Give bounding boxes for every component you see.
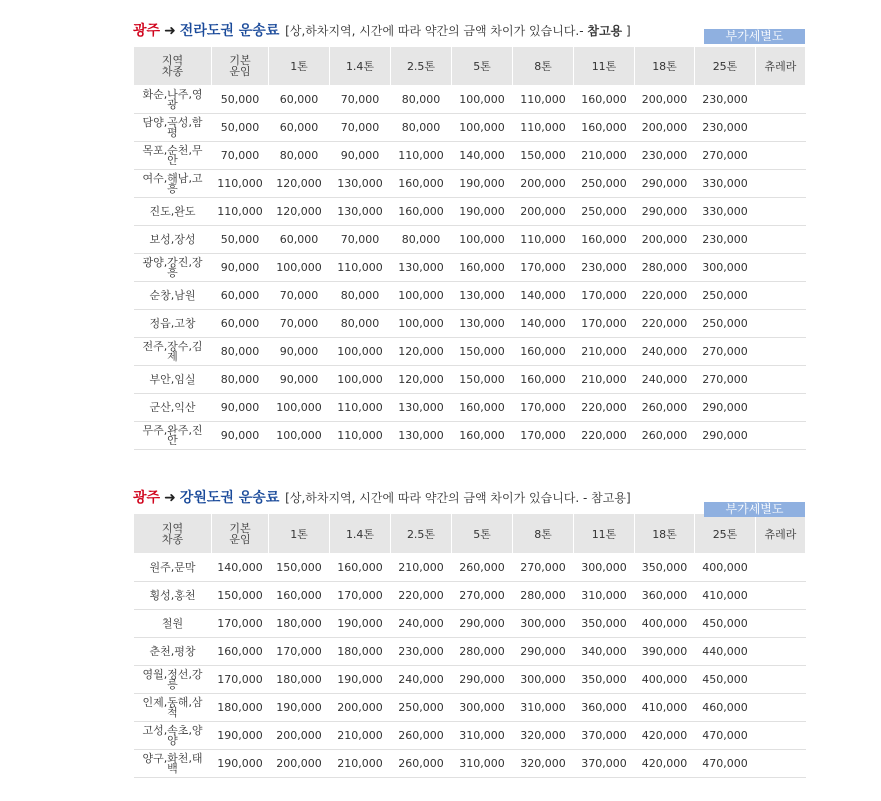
price-cell: 160,000 [513, 338, 574, 366]
price-cell: 150,000 [513, 142, 574, 170]
price-cell: 180,000 [269, 666, 330, 694]
price-cell: 140,000 [452, 142, 513, 170]
column-header: 11톤 [574, 47, 635, 86]
price-cell: 90,000 [330, 142, 391, 170]
price-cell: 120,000 [391, 366, 452, 394]
table-row [134, 366, 806, 394]
price-cell: 210,000 [330, 750, 391, 778]
price-cell: 240,000 [635, 338, 695, 366]
price-cell: 160,000 [513, 366, 574, 394]
price-cell [756, 338, 806, 366]
price-cell: 210,000 [574, 142, 635, 170]
price-cell: 80,000 [391, 114, 452, 142]
price-note: [상,하차지역, 시간에 따라 약간의 금액 차이가 있습니다. - 참고용] [285, 491, 631, 505]
table-row [134, 694, 806, 722]
table-row [134, 114, 806, 142]
price-cell: 70,000 [269, 282, 330, 310]
price-cell: 100,000 [452, 114, 513, 142]
price-cell: 230,000 [391, 638, 452, 666]
price-cell: 200,000 [330, 694, 391, 722]
rate-table [133, 513, 806, 778]
price-cell: 170,000 [513, 394, 574, 422]
price-cell: 100,000 [269, 422, 330, 450]
column-header: 1.4톤 [330, 514, 391, 554]
region-cell: 전주,장수,김 제 [134, 338, 212, 366]
price-cell: 240,000 [391, 610, 452, 638]
price-cell: 410,000 [635, 694, 695, 722]
destination-label: 전라도권 운송료 [179, 23, 280, 39]
price-cell: 290,000 [695, 394, 756, 422]
price-cell: 270,000 [513, 554, 574, 582]
price-cell: 470,000 [695, 750, 756, 778]
origin-label: 광주 [133, 23, 161, 39]
price-cell: 50,000 [212, 86, 269, 114]
price-cell [756, 366, 806, 394]
price-cell: 160,000 [391, 198, 452, 226]
arrow-icon: ➜ [164, 490, 176, 506]
price-cell: 70,000 [330, 114, 391, 142]
price-cell: 260,000 [635, 394, 695, 422]
price-cell: 390,000 [635, 638, 695, 666]
price-cell: 80,000 [391, 86, 452, 114]
column-header: 츄레라 [756, 47, 806, 86]
price-cell: 300,000 [574, 554, 635, 582]
price-cell: 370,000 [574, 722, 635, 750]
price-cell [756, 170, 806, 198]
table-row [134, 582, 806, 610]
price-cell: 210,000 [574, 366, 635, 394]
price-cell: 230,000 [695, 114, 756, 142]
price-cell: 420,000 [635, 722, 695, 750]
price-cell: 170,000 [574, 282, 635, 310]
price-cell: 140,000 [513, 282, 574, 310]
price-cell: 190,000 [452, 170, 513, 198]
price-cell: 200,000 [635, 226, 695, 254]
price-cell: 110,000 [513, 86, 574, 114]
price-cell: 110,000 [513, 114, 574, 142]
price-cell: 80,000 [212, 366, 269, 394]
price-cell: 360,000 [635, 582, 695, 610]
price-cell: 290,000 [635, 170, 695, 198]
price-cell: 130,000 [330, 198, 391, 226]
price-cell: 300,000 [452, 694, 513, 722]
price-cell: 110,000 [391, 142, 452, 170]
price-cell: 120,000 [269, 198, 330, 226]
price-cell [756, 114, 806, 142]
price-cell: 70,000 [330, 86, 391, 114]
price-cell: 370,000 [574, 750, 635, 778]
price-cell: 170,000 [513, 254, 574, 282]
column-header: 18톤 [635, 47, 695, 86]
region-cell: 양구,화천,태 백 [134, 750, 212, 778]
price-note-end: ] [622, 24, 631, 38]
region-cell: 순창,남원 [134, 282, 212, 310]
column-header: 5톤 [452, 47, 513, 86]
region-cell: 목포,순천,무 안 [134, 142, 212, 170]
price-cell: 470,000 [695, 722, 756, 750]
column-header: 2.5톤 [391, 514, 452, 554]
region-cell: 횡성,홍천 [134, 582, 212, 610]
table-header-row [134, 47, 806, 86]
region-cell: 부안,임실 [134, 366, 212, 394]
price-cell [756, 310, 806, 338]
price-cell: 60,000 [212, 310, 269, 338]
price-cell: 110,000 [212, 198, 269, 226]
price-cell: 410,000 [695, 582, 756, 610]
region-cell: 무주,완주,진 안 [134, 422, 212, 450]
table-row [134, 282, 806, 310]
price-cell: 270,000 [695, 366, 756, 394]
region-cell: 춘천,평창 [134, 638, 212, 666]
column-header: 5톤 [452, 514, 513, 554]
price-cell: 100,000 [452, 86, 513, 114]
region-cell: 화순,나주,영 광 [134, 86, 212, 114]
price-cell: 310,000 [513, 694, 574, 722]
price-cell: 90,000 [212, 254, 269, 282]
price-cell: 190,000 [212, 750, 269, 778]
price-cell [756, 554, 806, 582]
price-cell: 100,000 [330, 338, 391, 366]
price-cell: 260,000 [452, 554, 513, 582]
price-cell: 160,000 [452, 254, 513, 282]
price-cell: 220,000 [391, 582, 452, 610]
price-cell: 330,000 [695, 198, 756, 226]
table-row [134, 226, 806, 254]
price-note [285, 24, 630, 38]
price-cell: 230,000 [574, 254, 635, 282]
price-cell [756, 422, 806, 450]
region-cell: 철원 [134, 610, 212, 638]
price-cell: 130,000 [452, 310, 513, 338]
price-cell: 150,000 [452, 366, 513, 394]
price-cell: 80,000 [212, 338, 269, 366]
price-cell: 100,000 [452, 226, 513, 254]
price-cell: 190,000 [330, 610, 391, 638]
price-cell: 400,000 [635, 610, 695, 638]
price-cell: 170,000 [269, 638, 330, 666]
reference-label: 참고용 [587, 24, 623, 38]
price-cell: 200,000 [513, 170, 574, 198]
column-header: 지역 차종 [134, 47, 212, 86]
price-cell: 220,000 [635, 282, 695, 310]
price-cell: 160,000 [452, 394, 513, 422]
price-cell: 350,000 [635, 554, 695, 582]
destination-label: 강원도권 운송료 [179, 490, 280, 506]
origin-label: 광주 [133, 490, 161, 506]
price-cell [756, 638, 806, 666]
price-cell: 200,000 [269, 722, 330, 750]
price-cell: 330,000 [695, 170, 756, 198]
table-row [134, 394, 806, 422]
price-cell: 140,000 [212, 554, 269, 582]
price-cell: 210,000 [330, 722, 391, 750]
price-cell: 260,000 [391, 722, 452, 750]
price-cell: 250,000 [574, 198, 635, 226]
price-cell: 200,000 [635, 86, 695, 114]
price-cell: 240,000 [391, 666, 452, 694]
table-row [134, 254, 806, 282]
price-cell: 320,000 [513, 750, 574, 778]
price-cell: 70,000 [269, 310, 330, 338]
price-cell: 100,000 [391, 310, 452, 338]
gangwon-rate-section [133, 487, 805, 778]
price-cell [756, 198, 806, 226]
price-cell: 280,000 [452, 638, 513, 666]
price-cell: 60,000 [212, 282, 269, 310]
price-cell: 100,000 [391, 282, 452, 310]
price-cell: 170,000 [513, 422, 574, 450]
price-cell: 140,000 [513, 310, 574, 338]
price-cell: 190,000 [330, 666, 391, 694]
price-cell: 220,000 [574, 394, 635, 422]
column-header: 25톤 [695, 514, 756, 554]
table-row [134, 554, 806, 582]
price-cell: 210,000 [391, 554, 452, 582]
price-cell: 150,000 [269, 554, 330, 582]
region-cell: 보성,장성 [134, 226, 212, 254]
price-cell: 420,000 [635, 750, 695, 778]
price-cell: 160,000 [391, 170, 452, 198]
table-row [134, 86, 806, 114]
region-cell: 담양,곡성,함 평 [134, 114, 212, 142]
price-cell: 250,000 [695, 310, 756, 338]
price-cell: 110,000 [212, 170, 269, 198]
price-cell: 450,000 [695, 610, 756, 638]
table-row [134, 638, 806, 666]
price-cell: 60,000 [269, 86, 330, 114]
rate-table [133, 46, 806, 450]
price-cell: 110,000 [330, 422, 391, 450]
price-cell: 100,000 [269, 254, 330, 282]
price-cell: 150,000 [452, 338, 513, 366]
table-row [134, 666, 806, 694]
column-header: 지역 차종 [134, 514, 212, 554]
section-title [133, 20, 805, 46]
price-cell: 300,000 [513, 666, 574, 694]
price-cell: 90,000 [212, 394, 269, 422]
table-row [134, 610, 806, 638]
price-cell: 130,000 [391, 254, 452, 282]
price-cell: 280,000 [513, 582, 574, 610]
price-cell [756, 610, 806, 638]
table-row [134, 422, 806, 450]
price-cell: 160,000 [574, 86, 635, 114]
region-cell: 영월,정선,강 릉 [134, 666, 212, 694]
column-header: 츄레라 [756, 514, 806, 554]
price-cell: 50,000 [212, 226, 269, 254]
price-cell: 340,000 [574, 638, 635, 666]
table-header-row [134, 514, 806, 554]
price-cell: 160,000 [574, 226, 635, 254]
table-row [134, 722, 806, 750]
price-cell: 360,000 [574, 694, 635, 722]
price-cell: 440,000 [695, 638, 756, 666]
price-cell: 80,000 [330, 282, 391, 310]
table-row [134, 750, 806, 778]
price-cell: 130,000 [391, 394, 452, 422]
price-cell: 100,000 [330, 366, 391, 394]
region-cell: 여수,해남,고 흥 [134, 170, 212, 198]
price-cell: 290,000 [452, 666, 513, 694]
price-cell: 80,000 [391, 226, 452, 254]
column-header: 기본 운임 [212, 47, 269, 86]
price-cell: 180,000 [269, 610, 330, 638]
price-cell: 160,000 [452, 422, 513, 450]
price-cell: 260,000 [391, 750, 452, 778]
price-cell: 170,000 [330, 582, 391, 610]
column-header: 11톤 [574, 514, 635, 554]
price-cell: 120,000 [391, 338, 452, 366]
column-header: 8톤 [513, 47, 574, 86]
column-header: 25톤 [695, 47, 756, 86]
price-cell: 60,000 [269, 114, 330, 142]
price-cell: 170,000 [212, 610, 269, 638]
price-cell: 350,000 [574, 666, 635, 694]
price-cell: 180,000 [212, 694, 269, 722]
price-cell: 190,000 [269, 694, 330, 722]
price-cell: 110,000 [330, 394, 391, 422]
region-cell: 진도,완도 [134, 198, 212, 226]
price-cell: 270,000 [452, 582, 513, 610]
price-cell: 400,000 [695, 554, 756, 582]
price-cell: 110,000 [330, 254, 391, 282]
price-cell: 220,000 [574, 422, 635, 450]
price-cell: 90,000 [269, 366, 330, 394]
price-cell: 460,000 [695, 694, 756, 722]
price-cell: 230,000 [695, 86, 756, 114]
price-cell: 70,000 [330, 226, 391, 254]
column-header: 1톤 [269, 514, 330, 554]
price-cell: 130,000 [452, 282, 513, 310]
price-cell: 180,000 [330, 638, 391, 666]
region-cell: 군산,익산 [134, 394, 212, 422]
region-cell: 인제,동해,삼 척 [134, 694, 212, 722]
price-cell [756, 142, 806, 170]
price-cell: 70,000 [212, 142, 269, 170]
price-note-text: [상,하차지역, 시간에 따라 약간의 금액 차이가 있습니다.- [285, 24, 588, 38]
price-cell: 300,000 [513, 610, 574, 638]
price-cell: 90,000 [269, 338, 330, 366]
price-cell: 60,000 [269, 226, 330, 254]
price-cell [756, 86, 806, 114]
price-cell: 120,000 [269, 170, 330, 198]
section-title [133, 487, 805, 516]
region-cell: 고성,속초,양 양 [134, 722, 212, 750]
price-cell: 200,000 [513, 198, 574, 226]
price-cell: 270,000 [695, 338, 756, 366]
price-cell: 80,000 [330, 310, 391, 338]
price-cell [756, 666, 806, 694]
region-cell: 원주,문막 [134, 554, 212, 582]
price-cell: 210,000 [574, 338, 635, 366]
price-cell: 170,000 [212, 666, 269, 694]
table-row [134, 198, 806, 226]
table-row [134, 338, 806, 366]
price-cell: 190,000 [452, 198, 513, 226]
column-header: 18톤 [635, 514, 695, 554]
price-cell: 160,000 [574, 114, 635, 142]
price-cell [756, 750, 806, 778]
price-cell: 130,000 [330, 170, 391, 198]
price-cell: 250,000 [391, 694, 452, 722]
price-cell [756, 254, 806, 282]
price-cell: 270,000 [695, 142, 756, 170]
table-row [134, 170, 806, 198]
price-cell: 160,000 [330, 554, 391, 582]
price-cell [756, 226, 806, 254]
price-cell: 50,000 [212, 114, 269, 142]
price-cell [756, 582, 806, 610]
price-cell: 400,000 [635, 666, 695, 694]
arrow-icon: ➜ [164, 23, 176, 39]
price-cell: 310,000 [452, 750, 513, 778]
price-cell: 450,000 [695, 666, 756, 694]
price-cell: 310,000 [452, 722, 513, 750]
column-header: 1톤 [269, 47, 330, 86]
price-cell: 290,000 [452, 610, 513, 638]
table-row [134, 310, 806, 338]
vat-excluded-badge: 부가세별도 [704, 502, 805, 517]
price-cell: 260,000 [635, 422, 695, 450]
column-header: 2.5톤 [391, 47, 452, 86]
price-cell: 350,000 [574, 610, 635, 638]
column-header: 기본 운임 [212, 514, 269, 554]
price-cell: 130,000 [391, 422, 452, 450]
price-cell: 190,000 [212, 722, 269, 750]
price-cell: 280,000 [635, 254, 695, 282]
price-cell: 300,000 [695, 254, 756, 282]
price-cell: 290,000 [635, 198, 695, 226]
price-cell: 200,000 [635, 114, 695, 142]
price-cell: 80,000 [269, 142, 330, 170]
price-cell: 250,000 [574, 170, 635, 198]
jeolla-rate-section [133, 20, 805, 450]
price-cell [756, 722, 806, 750]
price-cell: 220,000 [635, 310, 695, 338]
price-cell: 230,000 [695, 226, 756, 254]
price-cell [756, 282, 806, 310]
price-cell: 240,000 [635, 366, 695, 394]
price-cell: 110,000 [513, 226, 574, 254]
price-cell: 320,000 [513, 722, 574, 750]
region-cell: 광양,강진,장 흥 [134, 254, 212, 282]
price-cell: 290,000 [695, 422, 756, 450]
price-cell: 100,000 [269, 394, 330, 422]
column-header: 1.4톤 [330, 47, 391, 86]
price-cell: 160,000 [269, 582, 330, 610]
table-row [134, 142, 806, 170]
column-header: 8톤 [513, 514, 574, 554]
price-cell [756, 694, 806, 722]
price-cell: 230,000 [635, 142, 695, 170]
price-cell: 250,000 [695, 282, 756, 310]
price-cell [756, 394, 806, 422]
price-cell: 90,000 [212, 422, 269, 450]
price-cell: 160,000 [212, 638, 269, 666]
region-cell: 정읍,고창 [134, 310, 212, 338]
price-cell: 170,000 [574, 310, 635, 338]
price-cell: 150,000 [212, 582, 269, 610]
vat-excluded-badge: 부가세별도 [704, 29, 805, 44]
price-cell: 310,000 [574, 582, 635, 610]
price-cell: 290,000 [513, 638, 574, 666]
price-cell: 200,000 [269, 750, 330, 778]
